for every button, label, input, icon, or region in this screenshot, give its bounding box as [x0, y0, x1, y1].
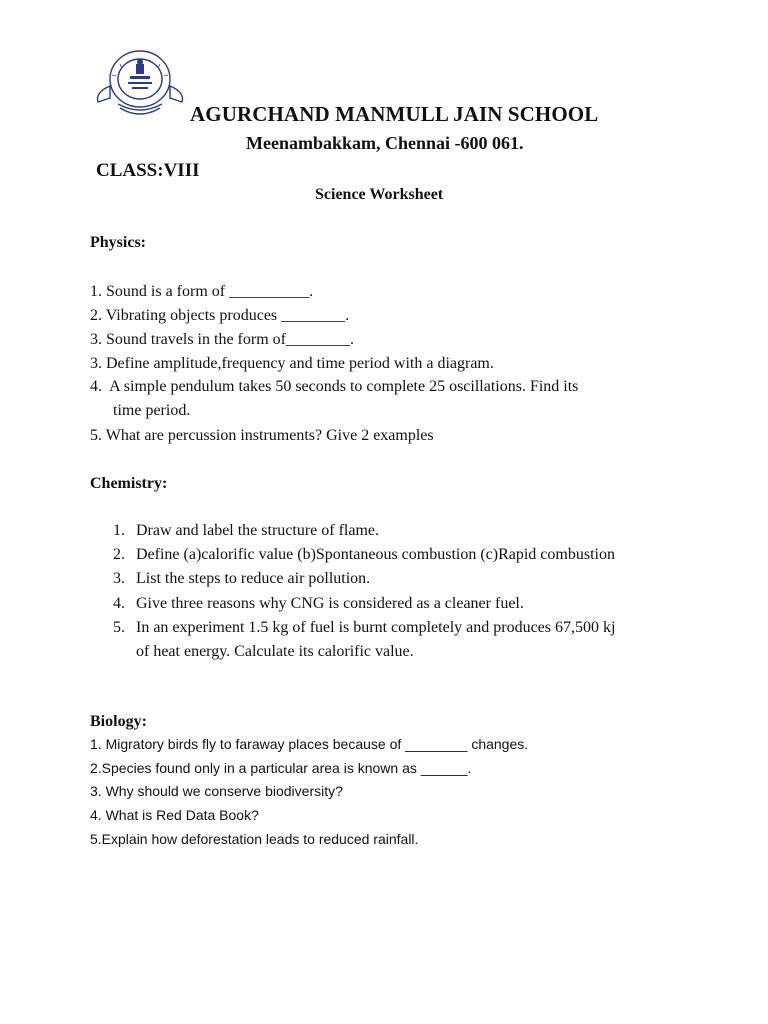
chemistry-item-text: Give three reasons why CNG is considered as a cleaner fuel. — [136, 595, 524, 612]
chemistry-item — [113, 522, 379, 540]
biology-question: 1. Migratory birds fly to faraway places because of ________ changes. — [90, 736, 529, 752]
physics-question: 4. A simple pendulum takes 50 seconds to complete 25 oscillations. Find its — [90, 378, 579, 395]
chemistry-item-text: In an experiment 1.5 kg of fuel is burnt completely and produces 67,500 kj — [136, 619, 616, 636]
chemistry-item-number: 2. — [113, 546, 125, 563]
chemistry-item-number: 1. — [113, 522, 125, 539]
chemistry-item — [113, 546, 615, 564]
physics-question: 5. What are percussion instruments? Give 2 examples — [90, 427, 434, 444]
chemistry-item-number: 4. — [113, 595, 125, 612]
chemistry-item-text: Draw and label the structure of flame. — [136, 522, 380, 539]
chemistry-item-number: 3. — [113, 570, 125, 587]
chemistry-item-continuation: of heat energy. Calculate its calorific value. — [136, 643, 414, 660]
biology-question: 4. What is Red Data Book? — [90, 807, 259, 823]
physics-heading: Physics: — [90, 234, 146, 251]
chemistry-item-text: Define (a)calorific value (b)Spontaneous combustion (c)Rapid combustion — [136, 546, 615, 563]
physics-question: 2. Vibrating objects produces ________. — [90, 307, 350, 324]
chemistry-item-number: 5. — [113, 619, 125, 636]
school-crest-logo — [90, 46, 190, 118]
biology-heading: Biology: — [90, 713, 147, 730]
chemistry-item-text: List the steps to reduce air pollution. — [136, 570, 371, 587]
worksheet-title: Science Worksheet — [315, 186, 444, 203]
school-address: Meenambakkam, Chennai -600 061. — [246, 133, 524, 153]
biology-question: 5.Explain how deforestation leads to reduced rainfall. — [90, 831, 419, 847]
biology-question: 3. Why should we conserve biodiversity? — [90, 783, 343, 799]
biology-question: 2.Species found only in a particular area is known as ______. — [90, 760, 472, 776]
chemistry-heading: Chemistry: — [90, 475, 168, 492]
physics-question-continuation: time period. — [113, 402, 191, 419]
chemistry-item — [113, 570, 370, 588]
school-name: AGURCHAND MANMULL JAIN SCHOOL — [190, 102, 599, 126]
chemistry-item — [113, 595, 524, 613]
class-label: CLASS:VIII — [96, 160, 200, 181]
chemistry-item — [113, 619, 615, 637]
physics-question: 3. Define amplitude,frequency and time period with a diagram. — [90, 355, 494, 372]
physics-question: 3. Sound travels in the form of________. — [90, 331, 354, 348]
physics-question: 1. Sound is a form of __________. — [90, 283, 314, 300]
